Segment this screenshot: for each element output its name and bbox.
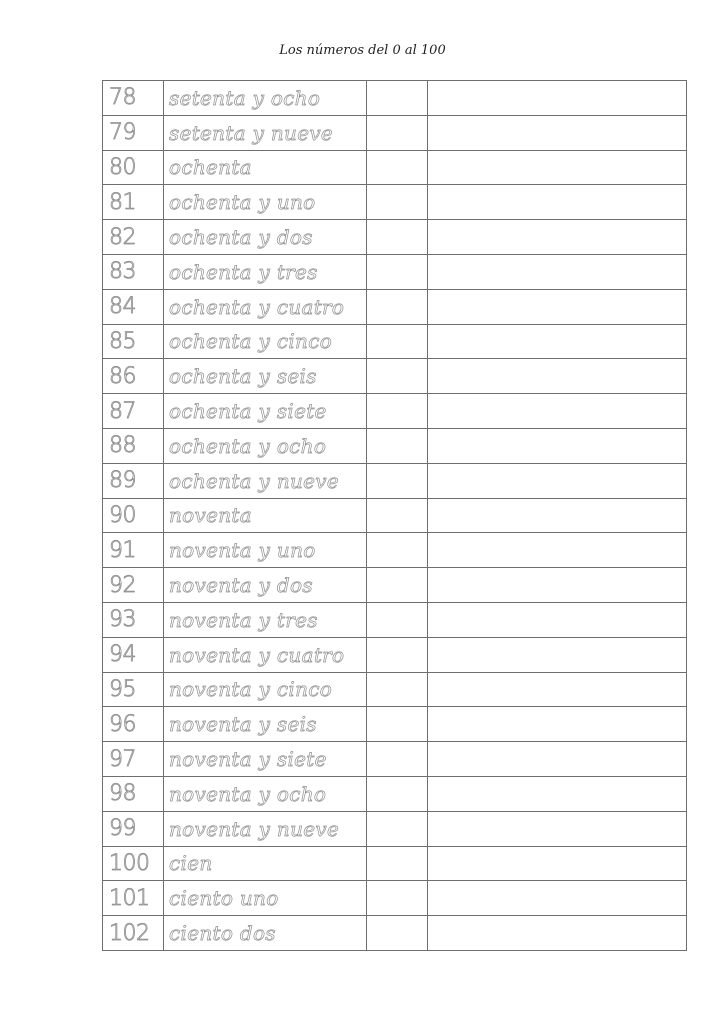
table-row xyxy=(103,881,687,916)
blank-answer-cell-short[interactable] xyxy=(367,220,428,255)
table-row xyxy=(103,185,687,220)
blank-answer-cell-long[interactable] xyxy=(428,359,687,394)
table-row xyxy=(103,254,687,289)
blank-answer-cell-short[interactable] xyxy=(367,533,428,568)
number-word-cell: setenta y nueve xyxy=(164,115,367,150)
number-word-cell: noventa y cuatro xyxy=(164,637,367,672)
table-row xyxy=(103,533,687,568)
number-cell: 91 xyxy=(103,533,164,568)
blank-answer-cell-long[interactable] xyxy=(428,916,687,951)
number-cell: 101 xyxy=(103,881,164,916)
table-row xyxy=(103,742,687,777)
number-cell: 94 xyxy=(103,637,164,672)
blank-answer-cell-long[interactable] xyxy=(428,185,687,220)
page-title: Los números del 0 al 100 xyxy=(279,43,446,58)
number-word-cell: noventa y ocho xyxy=(164,776,367,811)
blank-answer-cell-long[interactable] xyxy=(428,81,687,116)
number-cell: 85 xyxy=(103,324,164,359)
number-cell: 81 xyxy=(103,185,164,220)
number-word-cell: ochenta y cinco xyxy=(164,324,367,359)
blank-answer-cell-long[interactable] xyxy=(428,289,687,324)
blank-answer-cell-short[interactable] xyxy=(367,637,428,672)
number-word-cell: setenta y ocho xyxy=(164,81,367,116)
table-row xyxy=(103,220,687,255)
blank-answer-cell-short[interactable] xyxy=(367,394,428,429)
number-word-cell: noventa y uno xyxy=(164,533,367,568)
table-row xyxy=(103,150,687,185)
blank-answer-cell-long[interactable] xyxy=(428,394,687,429)
blank-answer-cell-long[interactable] xyxy=(428,498,687,533)
number-word-cell: noventa y dos xyxy=(164,568,367,603)
number-word-cell: ochenta y ocho xyxy=(164,428,367,463)
number-cell: 83 xyxy=(103,254,164,289)
blank-answer-cell-short[interactable] xyxy=(367,185,428,220)
blank-answer-cell-short[interactable] xyxy=(367,742,428,777)
table-row xyxy=(103,463,687,498)
table-row xyxy=(103,289,687,324)
table-row xyxy=(103,428,687,463)
blank-answer-cell-short[interactable] xyxy=(367,463,428,498)
blank-answer-cell-short[interactable] xyxy=(367,881,428,916)
number-cell: 100 xyxy=(103,846,164,881)
number-cell: 86 xyxy=(103,359,164,394)
blank-answer-cell-short[interactable] xyxy=(367,707,428,742)
table-row xyxy=(103,846,687,881)
table-row xyxy=(103,707,687,742)
number-cell: 87 xyxy=(103,394,164,429)
number-word-cell: ochenta y seis xyxy=(164,359,367,394)
number-cell: 96 xyxy=(103,707,164,742)
blank-answer-cell-long[interactable] xyxy=(428,533,687,568)
blank-answer-cell-long[interactable] xyxy=(428,776,687,811)
number-word-cell: ciento uno xyxy=(164,881,367,916)
blank-answer-cell-short[interactable] xyxy=(367,498,428,533)
blank-answer-cell-short[interactable] xyxy=(367,776,428,811)
number-cell: 89 xyxy=(103,463,164,498)
blank-answer-cell-long[interactable] xyxy=(428,846,687,881)
blank-answer-cell-long[interactable] xyxy=(428,602,687,637)
number-word-cell: noventa y nueve xyxy=(164,811,367,846)
number-cell: 84 xyxy=(103,289,164,324)
number-word-cell: ciento dos xyxy=(164,916,367,951)
table-row xyxy=(103,115,687,150)
table-row xyxy=(103,811,687,846)
number-worksheet-table xyxy=(102,80,687,951)
number-word-cell: ochenta y cuatro xyxy=(164,289,367,324)
blank-answer-cell-long[interactable] xyxy=(428,150,687,185)
number-word-cell: ochenta y dos xyxy=(164,220,367,255)
number-word-cell: noventa y seis xyxy=(164,707,367,742)
table-row xyxy=(103,568,687,603)
blank-answer-cell-short[interactable] xyxy=(367,359,428,394)
blank-answer-cell-short[interactable] xyxy=(367,150,428,185)
table-row xyxy=(103,602,687,637)
number-word-cell: noventa y tres xyxy=(164,602,367,637)
number-cell: 80 xyxy=(103,150,164,185)
blank-answer-cell-long[interactable] xyxy=(428,568,687,603)
blank-answer-cell-short[interactable] xyxy=(367,672,428,707)
table-row xyxy=(103,394,687,429)
number-word-cell: noventa y cinco xyxy=(164,672,367,707)
number-word-cell: ochenta y nueve xyxy=(164,463,367,498)
table-row xyxy=(103,359,687,394)
blank-answer-cell-long[interactable] xyxy=(428,637,687,672)
number-cell: 88 xyxy=(103,428,164,463)
number-cell: 78 xyxy=(103,81,164,116)
blank-answer-cell-short[interactable] xyxy=(367,81,428,116)
blank-answer-cell-short[interactable] xyxy=(367,324,428,359)
blank-answer-cell-short[interactable] xyxy=(367,602,428,637)
number-word-cell: cien xyxy=(164,846,367,881)
blank-answer-cell-long[interactable] xyxy=(428,428,687,463)
number-word-cell: ochenta y tres xyxy=(164,254,367,289)
number-cell: 90 xyxy=(103,498,164,533)
number-cell: 98 xyxy=(103,776,164,811)
blank-answer-cell-long[interactable] xyxy=(428,324,687,359)
number-cell: 97 xyxy=(103,742,164,777)
table-row xyxy=(103,776,687,811)
blank-answer-cell-long[interactable] xyxy=(428,220,687,255)
number-word-cell: ochenta y uno xyxy=(164,185,367,220)
number-cell: 93 xyxy=(103,602,164,637)
table-row xyxy=(103,498,687,533)
table-row xyxy=(103,916,687,951)
blank-answer-cell-short[interactable] xyxy=(367,568,428,603)
number-cell: 95 xyxy=(103,672,164,707)
table-row xyxy=(103,324,687,359)
blank-answer-cell-long[interactable] xyxy=(428,254,687,289)
number-word-cell: noventa xyxy=(164,498,367,533)
table-row xyxy=(103,81,687,116)
worksheet-rows xyxy=(103,81,687,951)
blank-answer-cell-short[interactable] xyxy=(367,846,428,881)
blank-answer-cell-long[interactable] xyxy=(428,811,687,846)
table-row xyxy=(103,672,687,707)
number-cell: 102 xyxy=(103,916,164,951)
number-cell: 82 xyxy=(103,220,164,255)
number-word-cell: noventa y siete xyxy=(164,742,367,777)
blank-answer-cell-long[interactable] xyxy=(428,881,687,916)
blank-answer-cell-long[interactable] xyxy=(428,672,687,707)
number-cell: 99 xyxy=(103,811,164,846)
blank-answer-cell-short[interactable] xyxy=(367,289,428,324)
number-word-cell: ochenta xyxy=(164,150,367,185)
blank-answer-cell-short[interactable] xyxy=(367,811,428,846)
blank-answer-cell-short[interactable] xyxy=(367,428,428,463)
number-word-cell: ochenta y siete xyxy=(164,394,367,429)
blank-answer-cell-short[interactable] xyxy=(367,254,428,289)
table-row xyxy=(103,637,687,672)
blank-answer-cell-short[interactable] xyxy=(367,916,428,951)
blank-answer-cell-short[interactable] xyxy=(367,115,428,150)
number-cell: 92 xyxy=(103,568,164,603)
blank-answer-cell-long[interactable] xyxy=(428,463,687,498)
number-cell: 79 xyxy=(103,115,164,150)
blank-answer-cell-long[interactable] xyxy=(428,742,687,777)
blank-answer-cell-long[interactable] xyxy=(428,115,687,150)
blank-answer-cell-long[interactable] xyxy=(428,707,687,742)
